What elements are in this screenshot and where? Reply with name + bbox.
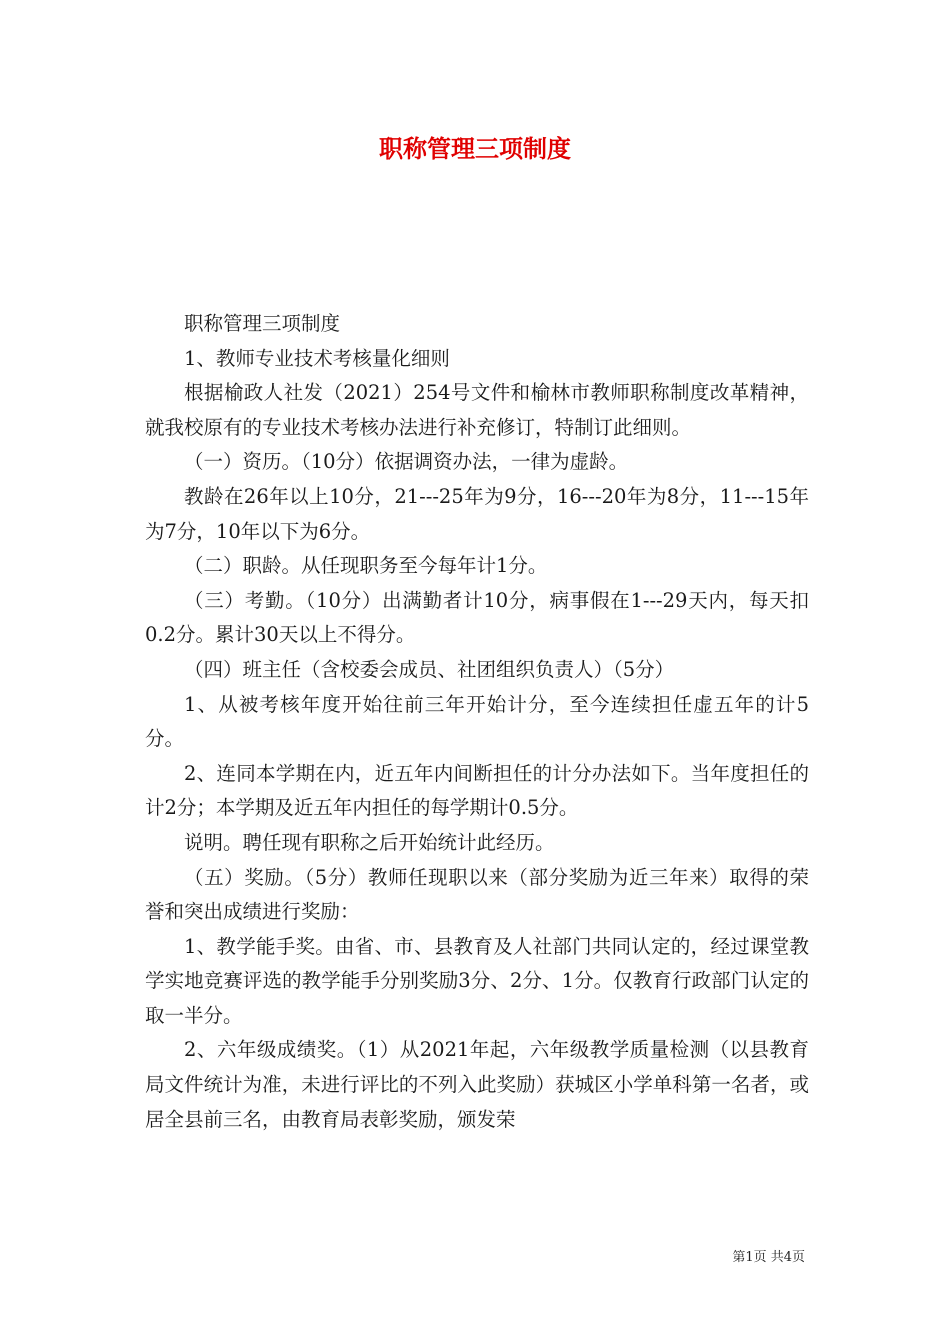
document-title: 职称管理三项制度 — [379, 134, 571, 163]
paragraph: （二）职龄。从任现职务至今每年计1分。 — [184, 554, 548, 578]
paragraph: 职称管理三项制度 — [184, 312, 341, 335]
paragraph: 说明。聘任现有职称之后开始统计此经历。 — [184, 830, 555, 854]
paragraph: 1、从被考核年度开始往前三年开始计分，至今连续担任虚五年的计5分。 — [145, 692, 809, 751]
paragraph: 1、教学能手奖。由省、市、县教育及人社部门共同认定的，经过课堂教学实地竞赛评选的教学能手分别奖励3分、2分、1分。仅教育行政部门认定的取一半分。 — [145, 934, 809, 1027]
paragraph: 教龄在26年以上10分，21---25年为9分，16---20年为8分，11---15年为7分，10年以下为6分。 — [145, 484, 809, 543]
paragraph: （四）班主任（含校委会成员、社团组织负责人）（5分） — [184, 657, 675, 681]
paragraph: （五）奖励。（5分）教师任现职以来（部分奖励为近三年来）取得的荣誉和突出成绩进行奖励： — [145, 865, 809, 924]
document-body — [145, 307, 809, 1137]
paragraph: 根据榆政人社发（2021）254号文件和榆林市教师职称制度改革精神，就我校原有的专业技术考核办法进行补充修订，特制订此细则。 — [145, 381, 809, 439]
paragraph: 1、教师专业技术考核量化细则 — [184, 346, 450, 370]
paragraph: 2、连同本学期在内，近五年内间断担任的计分办法如下。当年度担任的计2分；本学期及近五年内担任的每学期计0.5分。 — [145, 761, 809, 820]
paragraph: 2、六年级成绩奖。（1）从2021年起，六年级教学质量检测（以县教育局文件统计为准，未进行评比的不列入此奖励）获城区小学单科第一名者，或居全县前三名，由教育局表彰奖励，颁发荣 — [145, 1038, 809, 1131]
paragraph: （三）考勤。（10分）出满勤者计10分，病事假在1---29天内，每天扣0.2分。累计30天以上不得分。 — [145, 588, 809, 647]
paragraph: （一）资历。（10分）依据调资办法，一律为虚龄。 — [184, 450, 629, 474]
page-number-footer: 第1页 共4页 — [732, 1250, 805, 1265]
